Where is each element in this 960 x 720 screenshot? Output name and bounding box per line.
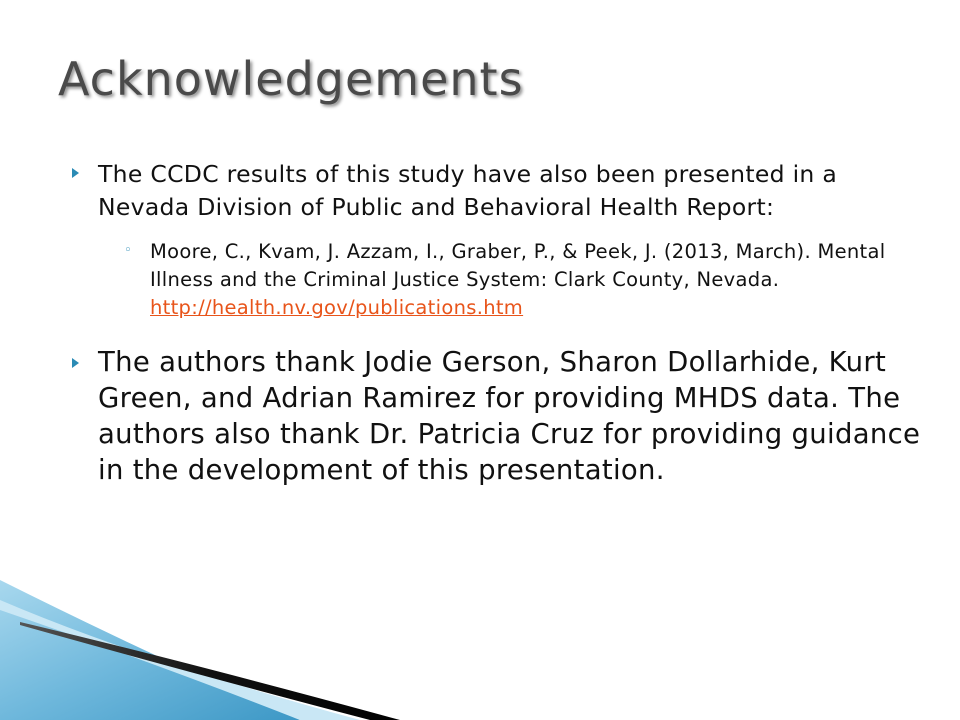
sub-bullet-item: [124, 238, 932, 322]
slide-content: [72, 158, 932, 488]
slide-title: Acknowledgements: [58, 52, 524, 106]
citation-text: Moore, C., Kvam, J. Azzam, I., Graber, P., & Peek, J. (2013, March). Mental Illness and the Criminal Justice System: Clark County, Nevada.: [150, 240, 886, 291]
triangle-bullet-icon: [72, 168, 79, 178]
decorative-swoosh: [0, 580, 960, 720]
triangle-bullet-icon: [72, 358, 79, 368]
publications-link[interactable]: http://health.nv.gov/publications.htm: [150, 296, 524, 319]
spacer: [72, 322, 932, 344]
bullet-item-1: [72, 158, 932, 322]
sub-bullet-text: [150, 238, 932, 322]
hollow-circle-bullet-icon: ◦: [124, 243, 132, 258]
bullet-text: The CCDC results of this study have also been presented in a Nevada Division of Public and Behavioral Health Report:: [98, 160, 838, 221]
bullet-item-2: [72, 344, 932, 488]
bullet-text: The authors thank Jodie Gerson, Sharon Dollarhide, Kurt Green, and Adrian Ramirez for providing MHDS data. The authors also thank Dr. Patricia Cruz for providing guidance in the development of this presentation.: [98, 346, 921, 486]
